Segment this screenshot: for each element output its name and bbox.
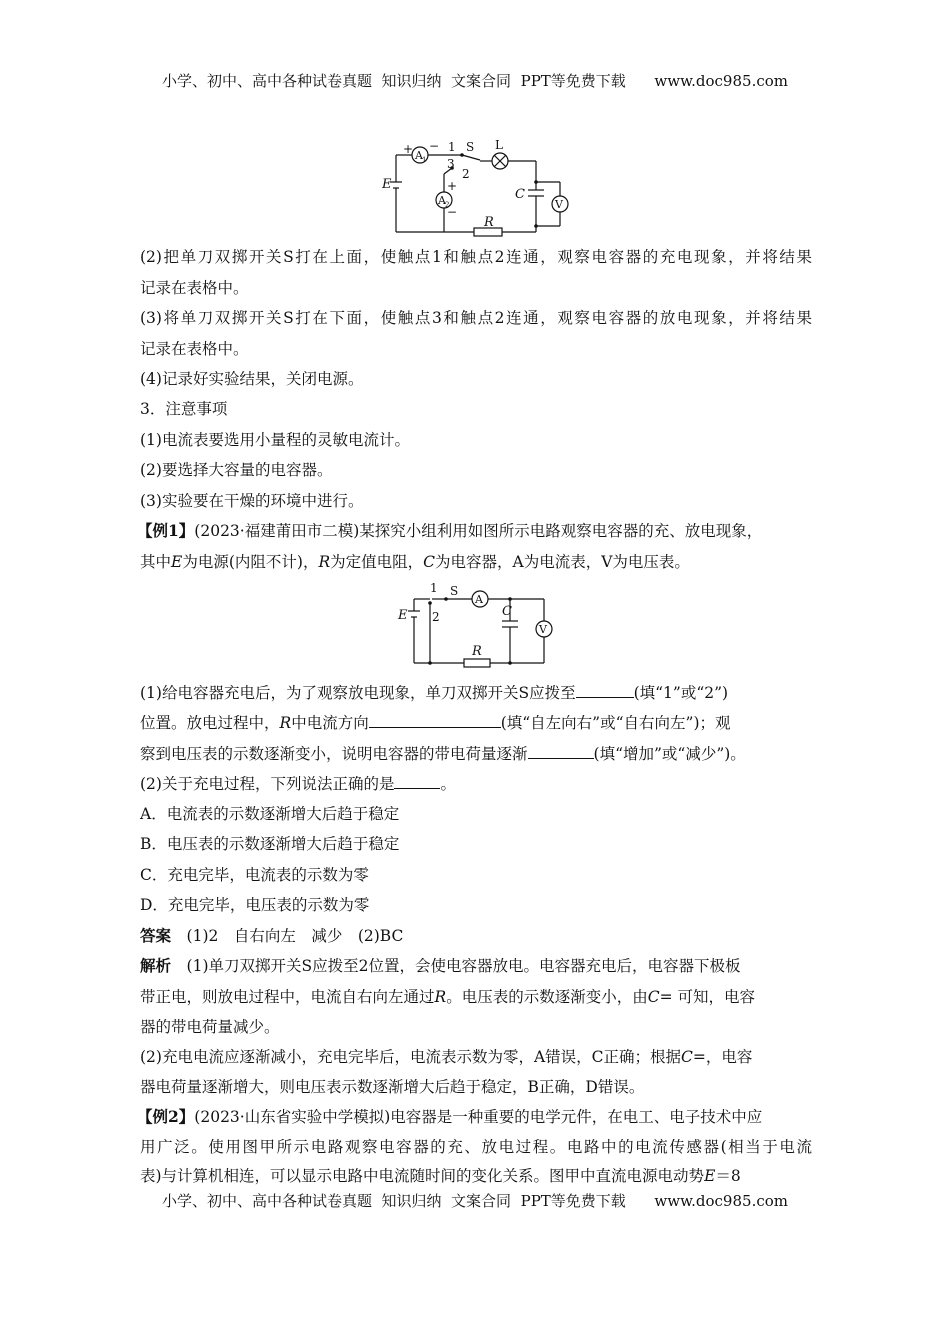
step-2-line-1: (2)把单刀双掷开关S打在上面，使触点1和触点2连通，观察电容器的充电现象，并将结果	[140, 248, 812, 266]
analysis-line-4: (2)充电电流应逐渐减小，充电完毕后，电流表示数为零，A错误，C正确；根据C=，电容	[140, 1048, 753, 1066]
step-3-line-2: 记录在表格中。	[140, 340, 249, 358]
option-c: C．充电完毕，电流表的示数为零	[140, 866, 369, 884]
circuit-figure-1	[376, 138, 586, 242]
circuit-diagram-2	[392, 581, 562, 669]
a2-minus-sign: −	[447, 205, 458, 219]
contact-3-label: 3	[447, 157, 455, 171]
ammeter-a1-label: A	[415, 149, 423, 162]
battery-e-label: E	[382, 177, 392, 192]
contact-2-label: 2	[432, 610, 440, 624]
contact-1-label: 1	[430, 581, 438, 595]
question-1-line-1: (1)给电容器充电后，为了观察放电现象，单刀双掷开关S应拨至 (填“1”或“2”)	[140, 684, 729, 702]
answer-blank-1[interactable]	[576, 682, 634, 698]
a1-minus-sign: −	[429, 139, 440, 153]
example-2-line-3: 表)与计算机相连，可以显示电路中电流随时间的变化关系。图甲中直流电源电动势E＝8	[140, 1167, 741, 1185]
answer-line: 答案 (1)2 自右向左 减少 (2)BC	[140, 926, 404, 945]
battery-e-label: E	[398, 608, 408, 623]
example-2-line-1: 【例2】(2023·山东省实验中学模拟)电容器是一种重要的电学元件，在电工、电子技术中应	[137, 1107, 763, 1126]
option-a: A．电流表的示数逐渐增大后趋于稳定	[140, 805, 400, 823]
capacitor-c-label: C	[515, 187, 525, 202]
analysis-label: 解析	[140, 956, 172, 975]
question-2: (2)关于充电过程，下列说法正确的是 。	[140, 775, 456, 793]
analysis-line-2: 带正电，则放电过程中，电流自右向左通过R。电压表的示数逐渐变小，由C= 可知，电容	[140, 988, 755, 1006]
ammeter-a-label: A	[475, 593, 483, 606]
step-4: (4)记录好实验结果，关闭电源。	[140, 370, 364, 388]
a2-plus-sign: +	[447, 179, 458, 193]
lamp-l-label: L	[495, 138, 503, 152]
contact-1-label: 1	[448, 140, 456, 154]
option-b: B．电压表的示数逐渐增大后趋于稳定	[140, 835, 400, 853]
ammeter-a2-label: A	[438, 194, 446, 207]
answer-blank-3[interactable]	[528, 743, 594, 759]
analysis-line-5: 器电荷量逐渐增大，则电压表示数逐渐增大后趋于稳定，B正确，D错误。	[140, 1078, 645, 1096]
analysis-line-3: 器的带电荷量减少。	[140, 1018, 280, 1036]
voltmeter-v-label: V	[555, 198, 563, 211]
circuit-diagram-1	[376, 138, 586, 242]
resistor-r-label: R	[484, 215, 494, 230]
analysis-line-1: 解析 (1)单刀双掷开关S应拨至2位置，会使电容器放电。电容器充电后，电容器下极板	[140, 956, 741, 975]
switch-s-label: S	[450, 584, 459, 598]
capacitor-c-label: C	[502, 604, 512, 619]
step-3-line-1: (3)将单刀双掷开关S打在下面，使触点3和触点2连通，观察电容器的放电现象，并将结果	[140, 309, 812, 327]
note-1: (1)电流表要选用小量程的灵敏电流计。	[140, 431, 410, 449]
answer-label: 答案	[140, 926, 172, 945]
ammeter-a2-sub: 2	[445, 201, 450, 209]
question-1-line-3: 察到电压表的示数逐渐变小，说明电容器的带电荷量逐渐 (填“增加”或“减少”)。	[140, 745, 746, 763]
switch-s-label: S	[466, 140, 475, 154]
option-d: D．充电完毕，电压表的示数为零	[140, 896, 370, 914]
page-footer: 小学、初中、高中各种试卷真题 知识归纳 文案合同 PPT等免费下载 www.doc985.com	[161, 1192, 788, 1210]
step-2-line-2: 记录在表格中。	[140, 279, 249, 297]
a1-plus-sign: +	[403, 142, 414, 156]
ammeter-a1-sub: 1	[422, 156, 427, 164]
circuit-figure-2	[392, 581, 562, 669]
example-2-line-2: 用广泛。使用图甲所示电路观察电容器的充、放电过程。电路中的电流传感器(相当于电流	[140, 1138, 812, 1156]
resistor-r-label: R	[472, 644, 482, 659]
page-header: 小学、初中、高中各种试卷真题 知识归纳 文案合同 PPT等免费下载 www.doc985.com	[161, 72, 788, 90]
example-1-tag: 【例1】	[137, 521, 195, 540]
question-1-line-2: 位置。放电过程中，R中电流方向 (填“自左向右”或“自右向左”)；观	[140, 714, 731, 732]
note-3: (3)实验要在干燥的环境中进行。	[140, 492, 364, 510]
answer-blank-2[interactable]	[369, 712, 501, 728]
voltmeter-v-label: V	[539, 623, 547, 636]
contact-2-label: 2	[462, 167, 470, 181]
notes-title: 3．注意事项	[140, 400, 228, 418]
note-2: (2)要选择大容量的电容器。	[140, 461, 333, 479]
example-1-line-2: 其中E为电源(内阻不计)，R为定值电阻，C为电容器，A为电流表，V为电压表。	[140, 553, 690, 571]
example-1-intro: 【例1】(2023·福建莆田市二模)某探究小组利用如图所示电路观察电容器的充、放电现象，	[137, 521, 763, 540]
example-2-tag: 【例2】	[137, 1107, 195, 1126]
answer-blank-4[interactable]	[394, 773, 440, 789]
